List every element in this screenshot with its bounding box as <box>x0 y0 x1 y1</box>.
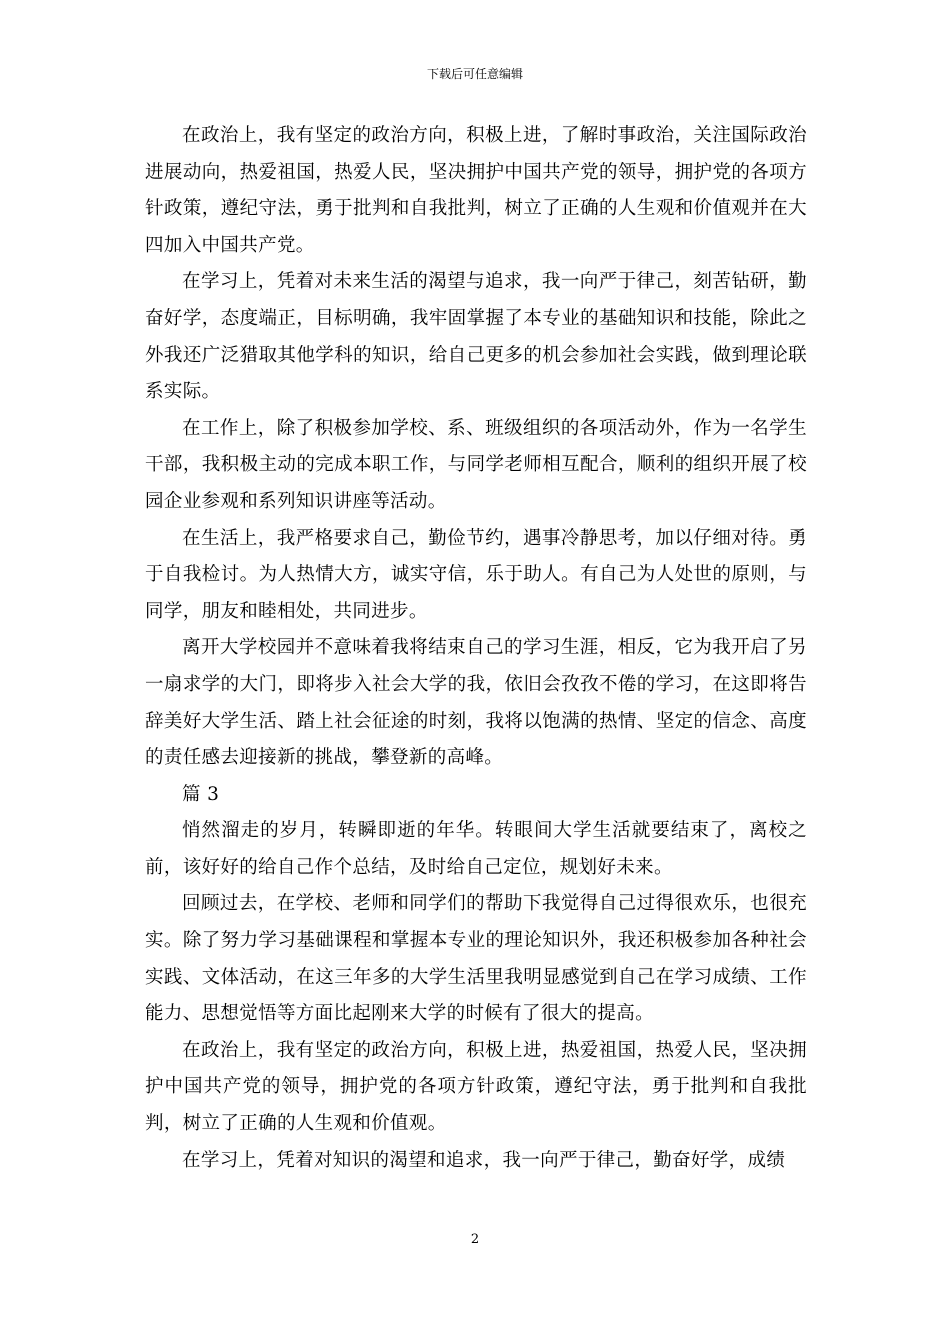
paragraph-life: 在生活上，我严格要求自己，勤俭节约，遇事冷静思考，加以仔细对待。勇于自我检讨。为人热情大方，诚实守信，乐于助人。有自己为人处世的原则，与同学，朋友和睦相处，共同进步。 <box>145 527 807 622</box>
paragraph-intro: 悄然溜走的岁月，转瞬即逝的年华。转眼间大学生活就要结束了，离校之前，该好好的给自己作个总结，及时给自己定位，规划好未来。 <box>145 820 807 878</box>
paragraph-study: 在学习上，凭着对未来生活的渴望与追求，我一向严于律己，刻苦钻研，勤奋好学，态度端正，目标明确，我牢固掌握了本专业的基础知识和技能，除此之外我还广泛猎取其他学科的知识，给自己更多的机会参加社会实践，做到理论联系实际。 <box>145 271 807 403</box>
paragraph-future: 离开大学校园并不意味着我将结束自己的学习生涯，相反，它为我开启了另一扇求学的大门，即将步入社会大学的我，依旧会孜孜不倦的学习，在这即将告辞美好大学生活、踏上社会征途的时刻，我将以饱满的热情、坚定的信念、高度的责任感去迎接新的挑战，攀登新的高峰。 <box>145 637 807 769</box>
paragraph-work: 在工作上，除了积极参加学校、系、班级组织的各项活动外，作为一名学生干部，我积极主动的完成本职工作，与同学老师相互配合，顺利的组织开展了校园企业参观和系列知识讲座等活动。 <box>145 417 807 512</box>
paragraph-politics-2: 在政治上，我有坚定的政治方向，积极上进，热爱祖国，热爱人民，坚决拥护中国共产党的领导，拥护党的各项方针政策，遵纪守法，勇于批判和自我批判，树立了正确的人生观和价值观。 <box>145 1039 807 1135</box>
paragraph-study-2: 在学习上，凭着对知识的渴望和追求，我一向严于律己，勤奋好学，成绩 <box>182 1149 786 1171</box>
paragraph-politics: 在政治上，我有坚定的政治方向，积极上进，了解时事政治，关注国际政治进展动向，热爱祖国，热爱人民，坚决拥护中国共产党的领导，拥护党的各项方针政策，遵纪守法，勇于批判和自我批判，树立了正确的人生观和价值观并在大四加入中国共产党。 <box>145 125 807 256</box>
page-header: 下载后可任意编辑 <box>426 67 523 81</box>
paragraph-review: 回顾过去，在学校、老师和同学们的帮助下我觉得自己过得很欢乐，也很充实。除了努力学习基础课程和掌握本专业的理论知识外，我还积极参加各种社会实践、文体活动，在这三年多的大学生活里我明显感觉到自己在学习成绩、工作能力、思想觉悟等方面比起刚来大学的时候有了很大的提高。 <box>145 893 807 1025</box>
section-heading: 篇 3 <box>182 783 220 805</box>
page-number: 2 <box>470 1232 480 1247</box>
document-body <box>145 118 807 1179</box>
